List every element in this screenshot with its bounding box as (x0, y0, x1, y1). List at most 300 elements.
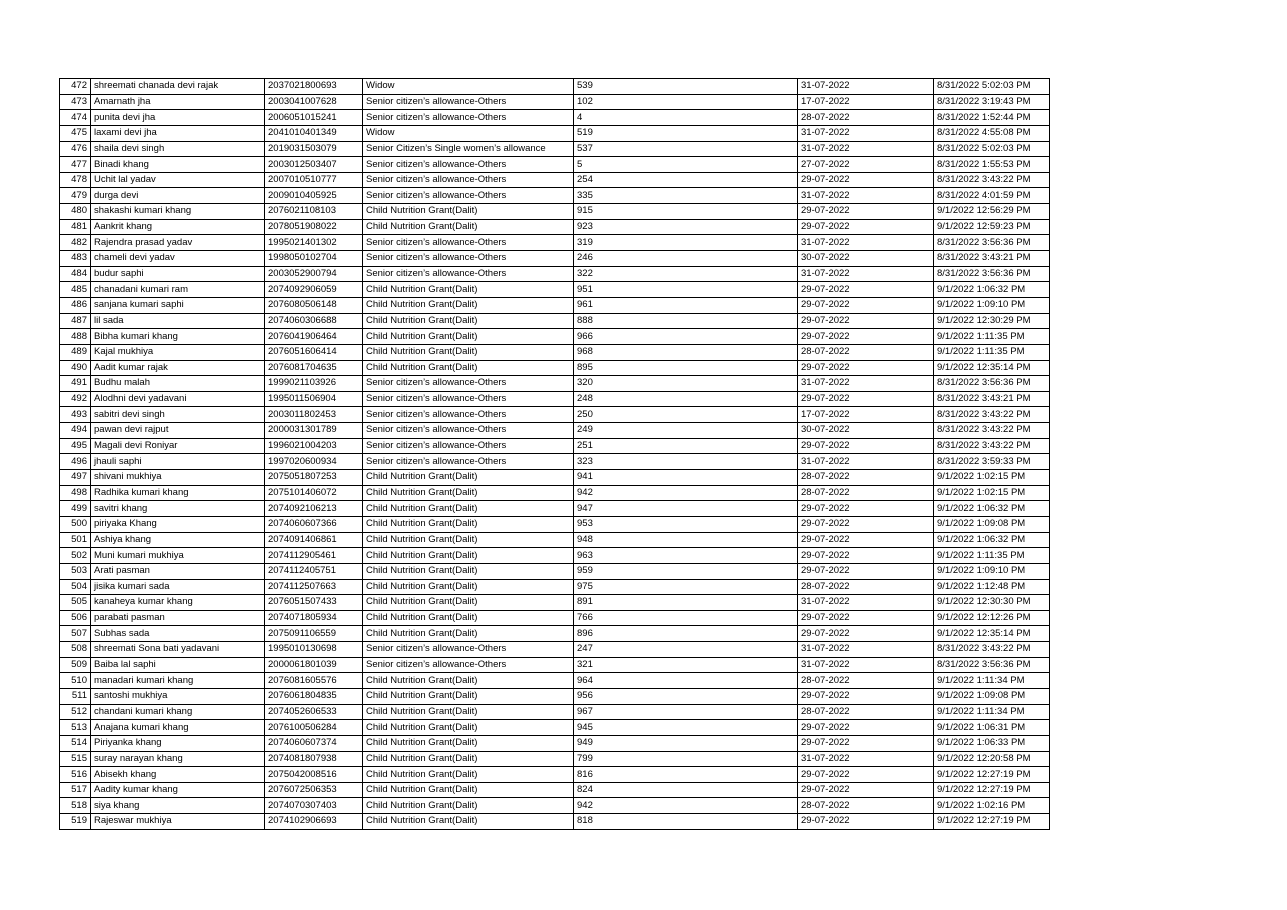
timestamp-cell: 8/31/2022 1:52:44 PM (934, 110, 1050, 126)
code-cell: 320 (574, 376, 798, 392)
date-cell: 27-07-2022 (798, 157, 934, 173)
table-row (60, 376, 1050, 392)
date-cell: 29-07-2022 (798, 767, 934, 783)
table-row (60, 391, 1050, 407)
serial-number-cell: 496 (60, 454, 91, 470)
allowance-type-cell: Child Nutrition Grant(Dalit) (363, 735, 574, 751)
code-cell: 251 (574, 438, 798, 454)
table-row (60, 610, 1050, 626)
table-row (60, 563, 1050, 579)
id-number-cell: 2000031301789 (265, 423, 363, 439)
code-cell: 975 (574, 579, 798, 595)
serial-number-cell: 502 (60, 548, 91, 564)
date-cell: 29-07-2022 (798, 391, 934, 407)
timestamp-cell: 9/1/2022 12:35:14 PM (934, 360, 1050, 376)
code-cell: 947 (574, 501, 798, 517)
code-cell: 246 (574, 251, 798, 267)
code-cell: 247 (574, 642, 798, 658)
name-cell: jhauli saphi (91, 454, 265, 470)
id-number-cell: 2076100506284 (265, 720, 363, 736)
allowance-type-cell: Child Nutrition Grant(Dalit) (363, 204, 574, 220)
name-cell: suray narayan khang (91, 751, 265, 767)
allowance-type-cell: Senior citizen’s allowance-Others (363, 391, 574, 407)
id-number-cell: 2075091106559 (265, 626, 363, 642)
serial-number-cell: 483 (60, 251, 91, 267)
table-row (60, 235, 1050, 251)
allowance-type-cell: Child Nutrition Grant(Dalit) (363, 626, 574, 642)
table-row (60, 438, 1050, 454)
date-cell: 31-07-2022 (798, 657, 934, 673)
id-number-cell: 2003012503407 (265, 157, 363, 173)
name-cell: Muni kumari mukhiya (91, 548, 265, 564)
serial-number-cell: 475 (60, 125, 91, 141)
id-number-cell: 2074060306688 (265, 313, 363, 329)
timestamp-cell: 9/1/2022 12:27:19 PM (934, 814, 1050, 830)
name-cell: lil sada (91, 313, 265, 329)
name-cell: Piriyanka khang (91, 735, 265, 751)
date-cell: 29-07-2022 (798, 782, 934, 798)
allowance-type-cell: Child Nutrition Grant(Dalit) (363, 579, 574, 595)
timestamp-cell: 8/31/2022 1:55:53 PM (934, 157, 1050, 173)
allowance-type-cell: Senior citizen’s allowance-Others (363, 266, 574, 282)
id-number-cell: 1997020600934 (265, 454, 363, 470)
serial-number-cell: 474 (60, 110, 91, 126)
serial-number-cell: 512 (60, 704, 91, 720)
id-number-cell: 1995021401302 (265, 235, 363, 251)
code-cell: 963 (574, 548, 798, 564)
name-cell: Baiba lal saphi (91, 657, 265, 673)
allowance-type-cell: Widow (363, 79, 574, 95)
allowance-type-cell: Child Nutrition Grant(Dalit) (363, 548, 574, 564)
name-cell: Anajana kumari khang (91, 720, 265, 736)
serial-number-cell: 519 (60, 814, 91, 830)
id-number-cell: 2074081807938 (265, 751, 363, 767)
date-cell: 28-07-2022 (798, 485, 934, 501)
id-number-cell: 1995010130698 (265, 642, 363, 658)
name-cell: budur saphi (91, 266, 265, 282)
date-cell: 31-07-2022 (798, 141, 934, 157)
table-row (60, 266, 1050, 282)
timestamp-cell: 9/1/2022 1:11:35 PM (934, 329, 1050, 345)
code-cell: 949 (574, 735, 798, 751)
date-cell: 29-07-2022 (798, 720, 934, 736)
allowance-type-cell: Senior citizen’s allowance-Others (363, 157, 574, 173)
code-cell: 537 (574, 141, 798, 157)
table-row (60, 110, 1050, 126)
allowance-type-cell: Senior citizen’s allowance-Others (363, 438, 574, 454)
code-cell: 942 (574, 798, 798, 814)
id-number-cell: 2074060607366 (265, 516, 363, 532)
name-cell: Abisekh khang (91, 767, 265, 783)
serial-number-cell: 493 (60, 407, 91, 423)
timestamp-cell: 8/31/2022 3:43:22 PM (934, 438, 1050, 454)
id-number-cell: 2076072506353 (265, 782, 363, 798)
serial-number-cell: 501 (60, 532, 91, 548)
id-number-cell: 2075042008516 (265, 767, 363, 783)
date-cell: 29-07-2022 (798, 219, 934, 235)
allowance-type-cell: Child Nutrition Grant(Dalit) (363, 297, 574, 313)
date-cell: 30-07-2022 (798, 251, 934, 267)
serial-number-cell: 481 (60, 219, 91, 235)
serial-number-cell: 486 (60, 297, 91, 313)
name-cell: sabitri devi singh (91, 407, 265, 423)
id-number-cell: 2074092106213 (265, 501, 363, 517)
timestamp-cell: 9/1/2022 1:02:15 PM (934, 470, 1050, 486)
timestamp-cell: 8/31/2022 3:56:36 PM (934, 266, 1050, 282)
id-number-cell: 2003041007628 (265, 94, 363, 110)
allowance-type-cell: Senior Citizen’s Single women’s allowance (363, 141, 574, 157)
date-cell: 29-07-2022 (798, 438, 934, 454)
date-cell: 28-07-2022 (798, 673, 934, 689)
id-number-cell: 2074102906693 (265, 814, 363, 830)
timestamp-cell: 9/1/2022 1:09:08 PM (934, 516, 1050, 532)
timestamp-cell: 9/1/2022 12:30:30 PM (934, 595, 1050, 611)
id-number-cell: 2078051908022 (265, 219, 363, 235)
timestamp-cell: 9/1/2022 12:59:23 PM (934, 219, 1050, 235)
serial-number-cell: 503 (60, 563, 91, 579)
name-cell: chameli devi yadav (91, 251, 265, 267)
serial-number-cell: 518 (60, 798, 91, 814)
serial-number-cell: 517 (60, 782, 91, 798)
table-row (60, 751, 1050, 767)
date-cell: 29-07-2022 (798, 313, 934, 329)
id-number-cell: 2000061801039 (265, 657, 363, 673)
date-cell: 29-07-2022 (798, 735, 934, 751)
timestamp-cell: 9/1/2022 12:20:58 PM (934, 751, 1050, 767)
id-number-cell: 2076021108103 (265, 204, 363, 220)
allowance-type-cell: Child Nutrition Grant(Dalit) (363, 219, 574, 235)
allowance-type-cell: Senior citizen’s allowance-Others (363, 235, 574, 251)
allowance-type-cell: Child Nutrition Grant(Dalit) (363, 563, 574, 579)
serial-number-cell: 491 (60, 376, 91, 392)
timestamp-cell: 9/1/2022 1:09:10 PM (934, 297, 1050, 313)
timestamp-cell: 8/31/2022 5:02:03 PM (934, 79, 1050, 95)
timestamp-cell: 9/1/2022 1:09:08 PM (934, 688, 1050, 704)
table-row (60, 735, 1050, 751)
timestamp-cell: 8/31/2022 3:56:36 PM (934, 657, 1050, 673)
code-cell: 250 (574, 407, 798, 423)
allowance-type-cell: Widow (363, 125, 574, 141)
allowance-type-cell: Child Nutrition Grant(Dalit) (363, 485, 574, 501)
timestamp-cell: 8/31/2022 4:55:08 PM (934, 125, 1050, 141)
code-cell: 895 (574, 360, 798, 376)
table-row (60, 595, 1050, 611)
table-row (60, 516, 1050, 532)
name-cell: Ashiya khang (91, 532, 265, 548)
id-number-cell: 2075101406072 (265, 485, 363, 501)
date-cell: 31-07-2022 (798, 79, 934, 95)
serial-number-cell: 487 (60, 313, 91, 329)
table-row (60, 141, 1050, 157)
code-cell: 956 (574, 688, 798, 704)
date-cell: 29-07-2022 (798, 814, 934, 830)
name-cell: Aadit kumar rajak (91, 360, 265, 376)
code-cell: 896 (574, 626, 798, 642)
code-cell: 961 (574, 297, 798, 313)
table-row (60, 407, 1050, 423)
id-number-cell: 2074070307403 (265, 798, 363, 814)
serial-number-cell: 513 (60, 720, 91, 736)
table-row (60, 657, 1050, 673)
timestamp-cell: 9/1/2022 1:06:32 PM (934, 501, 1050, 517)
id-number-cell: 2037021800693 (265, 79, 363, 95)
serial-number-cell: 485 (60, 282, 91, 298)
serial-number-cell: 508 (60, 642, 91, 658)
id-number-cell: 2076051507433 (265, 595, 363, 611)
serial-number-cell: 472 (60, 79, 91, 95)
name-cell: shaila devi singh (91, 141, 265, 157)
code-cell: 824 (574, 782, 798, 798)
timestamp-cell: 9/1/2022 1:11:34 PM (934, 673, 1050, 689)
serial-number-cell: 500 (60, 516, 91, 532)
timestamp-cell: 8/31/2022 3:59:33 PM (934, 454, 1050, 470)
date-cell: 28-07-2022 (798, 579, 934, 595)
id-number-cell: 2019031503079 (265, 141, 363, 157)
date-cell: 29-07-2022 (798, 204, 934, 220)
name-cell: shreemati chanada devi rajak (91, 79, 265, 95)
serial-number-cell: 489 (60, 344, 91, 360)
table-row (60, 470, 1050, 486)
allowance-type-cell: Child Nutrition Grant(Dalit) (363, 720, 574, 736)
code-cell: 335 (574, 188, 798, 204)
allowance-type-cell: Child Nutrition Grant(Dalit) (363, 344, 574, 360)
date-cell: 29-07-2022 (798, 688, 934, 704)
table-row (60, 94, 1050, 110)
timestamp-cell: 8/31/2022 3:43:22 PM (934, 172, 1050, 188)
allowance-type-cell: Senior citizen’s allowance-Others (363, 454, 574, 470)
date-cell: 31-07-2022 (798, 125, 934, 141)
id-number-cell: 2074092906059 (265, 282, 363, 298)
table-row (60, 548, 1050, 564)
timestamp-cell: 9/1/2022 1:02:16 PM (934, 798, 1050, 814)
allowance-type-cell: Senior citizen’s allowance-Others (363, 642, 574, 658)
allowance-type-cell: Senior citizen’s allowance-Others (363, 94, 574, 110)
date-cell: 29-07-2022 (798, 532, 934, 548)
name-cell: jisika kumari sada (91, 579, 265, 595)
table-row (60, 125, 1050, 141)
allowance-type-cell: Child Nutrition Grant(Dalit) (363, 313, 574, 329)
table-row (60, 219, 1050, 235)
table-row (60, 423, 1050, 439)
timestamp-cell: 8/31/2022 3:56:36 PM (934, 376, 1050, 392)
table-row (60, 204, 1050, 220)
timestamp-cell: 9/1/2022 1:12:48 PM (934, 579, 1050, 595)
table-row (60, 79, 1050, 95)
name-cell: piriyaka Khang (91, 516, 265, 532)
date-cell: 31-07-2022 (798, 454, 934, 470)
date-cell: 30-07-2022 (798, 423, 934, 439)
id-number-cell: 2076051606414 (265, 344, 363, 360)
allowance-type-cell: Senior citizen’s allowance-Others (363, 172, 574, 188)
serial-number-cell: 495 (60, 438, 91, 454)
serial-number-cell: 509 (60, 657, 91, 673)
serial-number-cell: 492 (60, 391, 91, 407)
name-cell: laxami devi jha (91, 125, 265, 141)
allowance-type-cell: Senior citizen’s allowance-Others (363, 376, 574, 392)
date-cell: 17-07-2022 (798, 407, 934, 423)
allowance-type-cell: Senior citizen’s allowance-Others (363, 251, 574, 267)
id-number-cell: 2009010405925 (265, 188, 363, 204)
table-row (60, 688, 1050, 704)
name-cell: kanaheya kumar khang (91, 595, 265, 611)
name-cell: Bibha kumari khang (91, 329, 265, 345)
serial-number-cell: 480 (60, 204, 91, 220)
allowance-type-cell: Child Nutrition Grant(Dalit) (363, 814, 574, 830)
serial-number-cell: 494 (60, 423, 91, 439)
id-number-cell: 1996021004203 (265, 438, 363, 454)
name-cell: shivani mukhiya (91, 470, 265, 486)
allowance-type-cell: Child Nutrition Grant(Dalit) (363, 501, 574, 517)
name-cell: Magali devi Roniyar (91, 438, 265, 454)
timestamp-cell: 9/1/2022 12:35:14 PM (934, 626, 1050, 642)
table-row (60, 704, 1050, 720)
serial-number-cell: 506 (60, 610, 91, 626)
date-cell: 31-07-2022 (798, 642, 934, 658)
name-cell: shreemati Sona bati yadavani (91, 642, 265, 658)
serial-number-cell: 498 (60, 485, 91, 501)
serial-number-cell: 507 (60, 626, 91, 642)
timestamp-cell: 9/1/2022 1:06:32 PM (934, 282, 1050, 298)
code-cell: 322 (574, 266, 798, 282)
table-row (60, 157, 1050, 173)
code-cell: 964 (574, 673, 798, 689)
id-number-cell: 2074112405751 (265, 563, 363, 579)
date-cell: 29-07-2022 (798, 329, 934, 345)
name-cell: Subhas sada (91, 626, 265, 642)
table-row (60, 454, 1050, 470)
allowance-type-cell: Child Nutrition Grant(Dalit) (363, 282, 574, 298)
code-cell: 941 (574, 470, 798, 486)
timestamp-cell: 9/1/2022 12:27:19 PM (934, 767, 1050, 783)
name-cell: Kajal mukhiya (91, 344, 265, 360)
timestamp-cell: 9/1/2022 1:11:34 PM (934, 704, 1050, 720)
allowance-type-cell: Senior citizen’s allowance-Others (363, 110, 574, 126)
table-row (60, 673, 1050, 689)
id-number-cell: 2074060607374 (265, 735, 363, 751)
timestamp-cell: 9/1/2022 1:02:15 PM (934, 485, 1050, 501)
date-cell: 31-07-2022 (798, 235, 934, 251)
timestamp-cell: 9/1/2022 1:06:32 PM (934, 532, 1050, 548)
code-cell: 254 (574, 172, 798, 188)
id-number-cell: 2074112507663 (265, 579, 363, 595)
code-cell: 4 (574, 110, 798, 126)
name-cell: Rajeswar mukhiya (91, 814, 265, 830)
table-row (60, 642, 1050, 658)
timestamp-cell: 9/1/2022 12:27:19 PM (934, 782, 1050, 798)
serial-number-cell: 515 (60, 751, 91, 767)
name-cell: manadari kumari khang (91, 673, 265, 689)
serial-number-cell: 514 (60, 735, 91, 751)
allowance-type-cell: Child Nutrition Grant(Dalit) (363, 688, 574, 704)
id-number-cell: 2076080506148 (265, 297, 363, 313)
id-number-cell: 2076041906464 (265, 329, 363, 345)
allowance-type-cell: Senior citizen’s allowance-Others (363, 423, 574, 439)
serial-number-cell: 499 (60, 501, 91, 517)
code-cell: 966 (574, 329, 798, 345)
timestamp-cell: 9/1/2022 1:11:35 PM (934, 344, 1050, 360)
allowance-type-cell: Child Nutrition Grant(Dalit) (363, 595, 574, 611)
table-row (60, 313, 1050, 329)
code-cell: 248 (574, 391, 798, 407)
timestamp-cell: 8/31/2022 3:43:22 PM (934, 642, 1050, 658)
code-cell: 102 (574, 94, 798, 110)
id-number-cell: 2007010510777 (265, 172, 363, 188)
allowance-table (59, 78, 1050, 830)
date-cell: 29-07-2022 (798, 297, 934, 313)
name-cell: siya khang (91, 798, 265, 814)
name-cell: chanadani kumari ram (91, 282, 265, 298)
name-cell: Amarnath jha (91, 94, 265, 110)
timestamp-cell: 9/1/2022 12:12:26 PM (934, 610, 1050, 626)
name-cell: Aankrit khang (91, 219, 265, 235)
date-cell: 29-07-2022 (798, 282, 934, 298)
table-row (60, 579, 1050, 595)
code-cell: 967 (574, 704, 798, 720)
name-cell: parabati pasman (91, 610, 265, 626)
code-cell: 323 (574, 454, 798, 470)
table-row (60, 360, 1050, 376)
serial-number-cell: 476 (60, 141, 91, 157)
id-number-cell: 2076081605576 (265, 673, 363, 689)
name-cell: Radhika kumari khang (91, 485, 265, 501)
table-row (60, 282, 1050, 298)
table-row (60, 344, 1050, 360)
id-number-cell: 2074112905461 (265, 548, 363, 564)
id-number-cell: 2076061804835 (265, 688, 363, 704)
code-cell: 951 (574, 282, 798, 298)
code-cell: 923 (574, 219, 798, 235)
code-cell: 891 (574, 595, 798, 611)
timestamp-cell: 8/31/2022 4:01:59 PM (934, 188, 1050, 204)
name-cell: Aadity kumar khang (91, 782, 265, 798)
date-cell: 29-07-2022 (798, 626, 934, 642)
date-cell: 28-07-2022 (798, 110, 934, 126)
serial-number-cell: 516 (60, 767, 91, 783)
allowance-type-cell: Child Nutrition Grant(Dalit) (363, 798, 574, 814)
allowance-type-cell: Child Nutrition Grant(Dalit) (363, 704, 574, 720)
date-cell: 29-07-2022 (798, 563, 934, 579)
table-row (60, 172, 1050, 188)
code-cell: 249 (574, 423, 798, 439)
timestamp-cell: 9/1/2022 1:06:31 PM (934, 720, 1050, 736)
code-cell: 915 (574, 204, 798, 220)
code-cell: 953 (574, 516, 798, 532)
timestamp-cell: 8/31/2022 3:43:22 PM (934, 407, 1050, 423)
timestamp-cell: 9/1/2022 1:11:35 PM (934, 548, 1050, 564)
serial-number-cell: 478 (60, 172, 91, 188)
name-cell: Budhu malah (91, 376, 265, 392)
table-row (60, 501, 1050, 517)
name-cell: santoshi mukhiya (91, 688, 265, 704)
code-cell: 321 (574, 657, 798, 673)
timestamp-cell: 9/1/2022 12:30:29 PM (934, 313, 1050, 329)
timestamp-cell: 8/31/2022 3:43:21 PM (934, 251, 1050, 267)
serial-number-cell: 490 (60, 360, 91, 376)
name-cell: pawan devi rajput (91, 423, 265, 439)
date-cell: 31-07-2022 (798, 376, 934, 392)
allowance-type-cell: Child Nutrition Grant(Dalit) (363, 782, 574, 798)
date-cell: 31-07-2022 (798, 595, 934, 611)
date-cell: 29-07-2022 (798, 501, 934, 517)
table-row (60, 767, 1050, 783)
code-cell: 888 (574, 313, 798, 329)
id-number-cell: 2074071805934 (265, 610, 363, 626)
id-number-cell: 2075051807253 (265, 470, 363, 486)
code-cell: 799 (574, 751, 798, 767)
serial-number-cell: 473 (60, 94, 91, 110)
table-row (60, 485, 1050, 501)
id-number-cell: 2074052606533 (265, 704, 363, 720)
